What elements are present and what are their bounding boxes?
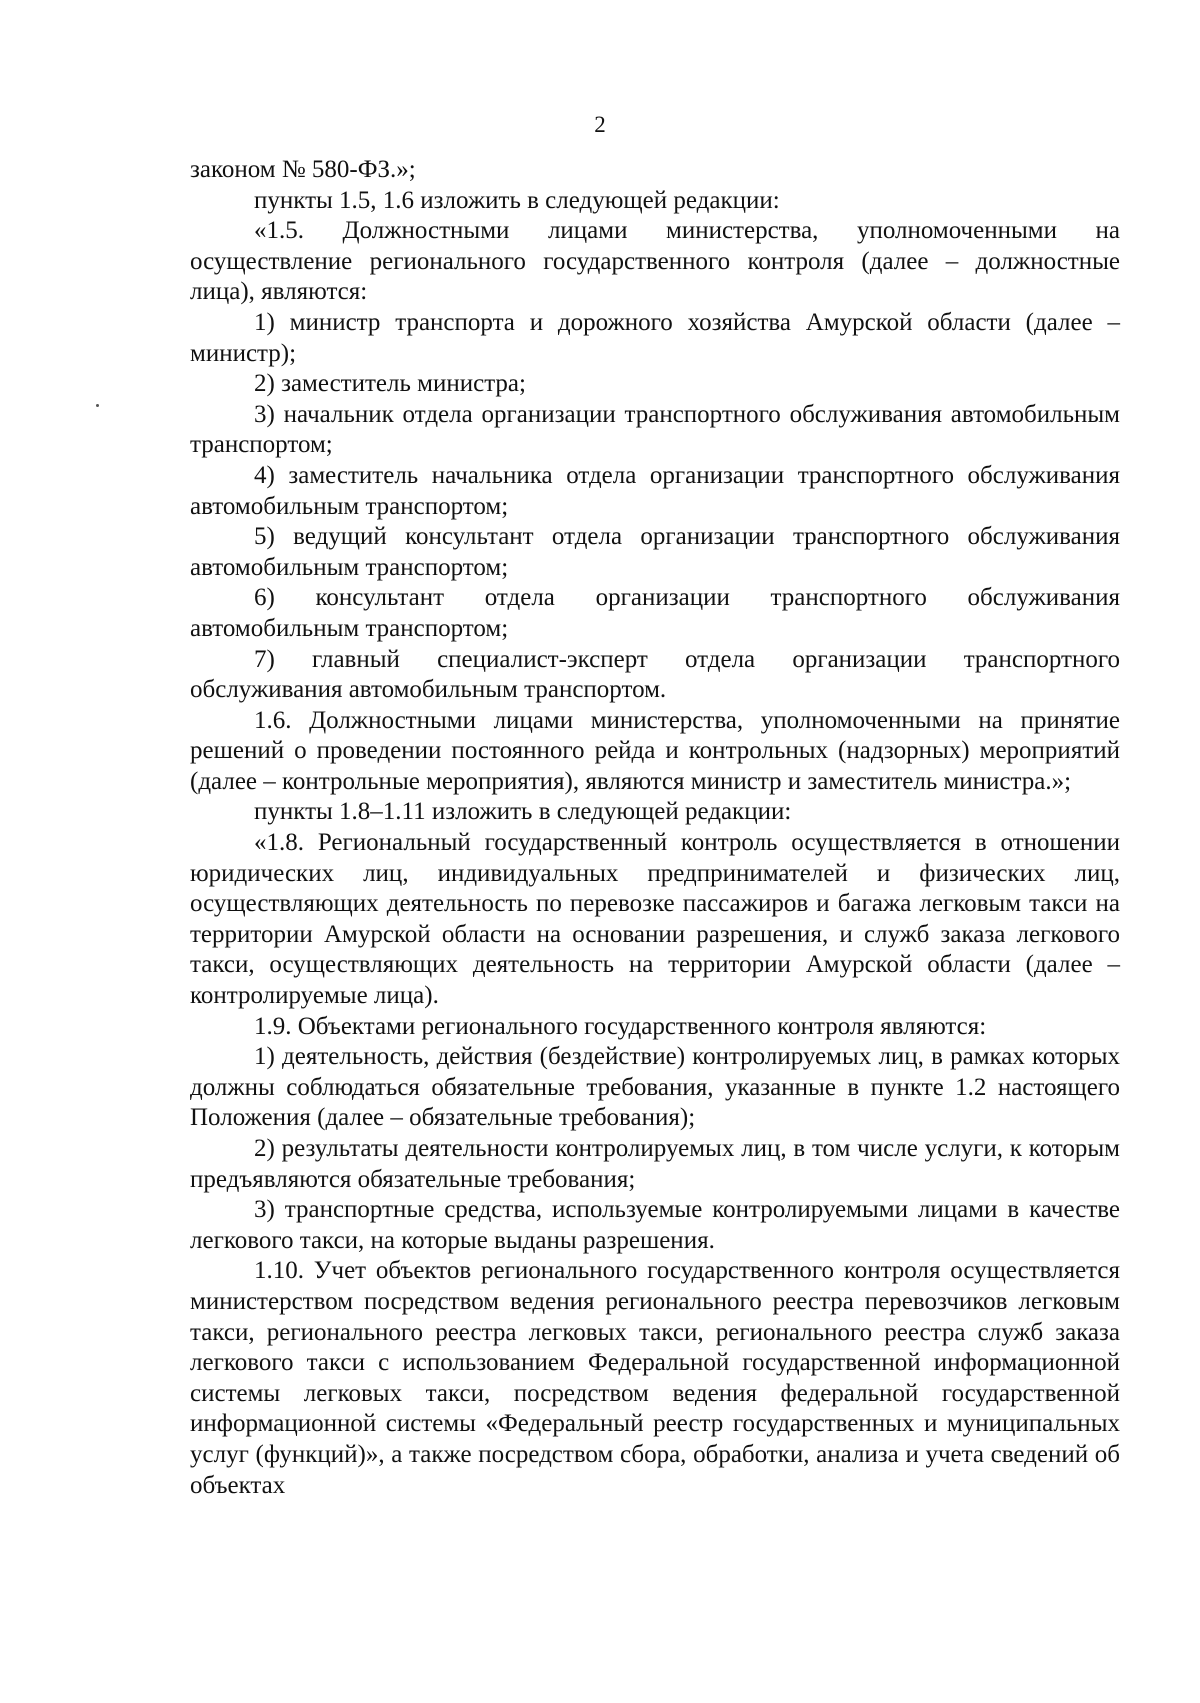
paragraph-points-1-5-1-6: пункты 1.5, 1.6 изложить в следующей редакции: xyxy=(254,186,780,214)
list-item-2: 2) заместитель министра; xyxy=(254,370,526,398)
paragraph-1-8: «1.8. Региональный государственный контроль осуществляется в отношении юридических лиц, индивидуальных предпринимателей и физических лиц, осуществляющих деятельность по перевозке пассажиров и багажа легковым такси на территории Амурской области на основании разрешения, и служб заказа легкового такси, осуществляющих деятельность на территории Амурской области (далее – контролируемые лица). xyxy=(190,829,1120,1010)
paragraph-points-1-8-1-11: пункты 1.8–1.11 изложить в следующей редакции: xyxy=(254,798,792,826)
page-number: 2 xyxy=(594,112,606,137)
paragraph-1-10: 1.10. Учет объектов регионального государственного контроля осуществляется министерством посредством ведения регионального реестра перевозчиков легковым такси, регионального реестра легковых такси, регионального реестра служб заказа легкового такси с использованием Федеральной государственной информационной системы легковых такси, посредством ведения федеральной государственной информационной системы «Федеральный реестр государственных и муниципальных услуг (функций)», а также посредством сбора, обработки, анализа и учета сведений об объектах xyxy=(190,1257,1120,1499)
paragraph-1-5: «1.5. Должностными лицами министерства, уполномоченными на осуществление регионального государственного контроля (далее – должностные лица), являются: xyxy=(190,217,1120,306)
objects-item-3: 3) транспортные средства, используемые контролируемыми лицами в качестве легкового такси, на которые выданы разрешения. xyxy=(190,1196,1120,1254)
paragraph-1-9: 1.9. Объектами регионального государственного контроля являются: xyxy=(254,1012,987,1040)
objects-item-2: 2) результаты деятельности контролируемых лиц, в том числе услуги, к которым предъявляются обязательные требования; xyxy=(190,1135,1120,1193)
paragraph-law-ref: законом № 580-ФЗ.»; xyxy=(190,156,416,183)
list-item-3: 3) начальник отдела организации транспортного обслуживания автомобильным транспортом; xyxy=(190,400,1120,459)
list-item-5: 5) ведущий консультант отдела организации транспортного обслуживания автомобильным транспортом; xyxy=(190,523,1120,581)
list-item-1: 1) министр транспорта и дорожного хозяйства Амурской области (далее – министр); xyxy=(190,308,1120,367)
list-item-7: 7) главный специалист-эксперт отдела организации транспортного обслуживания автомобильным транспортом. xyxy=(190,645,1120,704)
objects-item-1: 1) деятельность, действия (бездействие) контролируемых лиц, в рамках которых должны соблюдаться обязательные требования, указанные в пункте 1.2 настоящего Положения (далее – обязательные требования); xyxy=(190,1043,1120,1132)
list-item-4: 4) заместитель начальника отдела организации транспортного обслуживания автомобильным транспортом; xyxy=(190,461,1120,520)
document-body xyxy=(190,155,1120,1501)
scan-speck xyxy=(96,404,99,407)
list-item-6: 6) консультант отдела организации транспортного обслуживания автомобильным транспортом; xyxy=(190,584,1120,642)
paragraph-1-6: 1.6. Должностными лицами министерства, уполномоченными на принятие решений о проведении постоянного рейда и контрольных (надзорных) мероприятий (далее – контрольные мероприятия), являются министр и заместитель министра.»; xyxy=(190,706,1120,795)
